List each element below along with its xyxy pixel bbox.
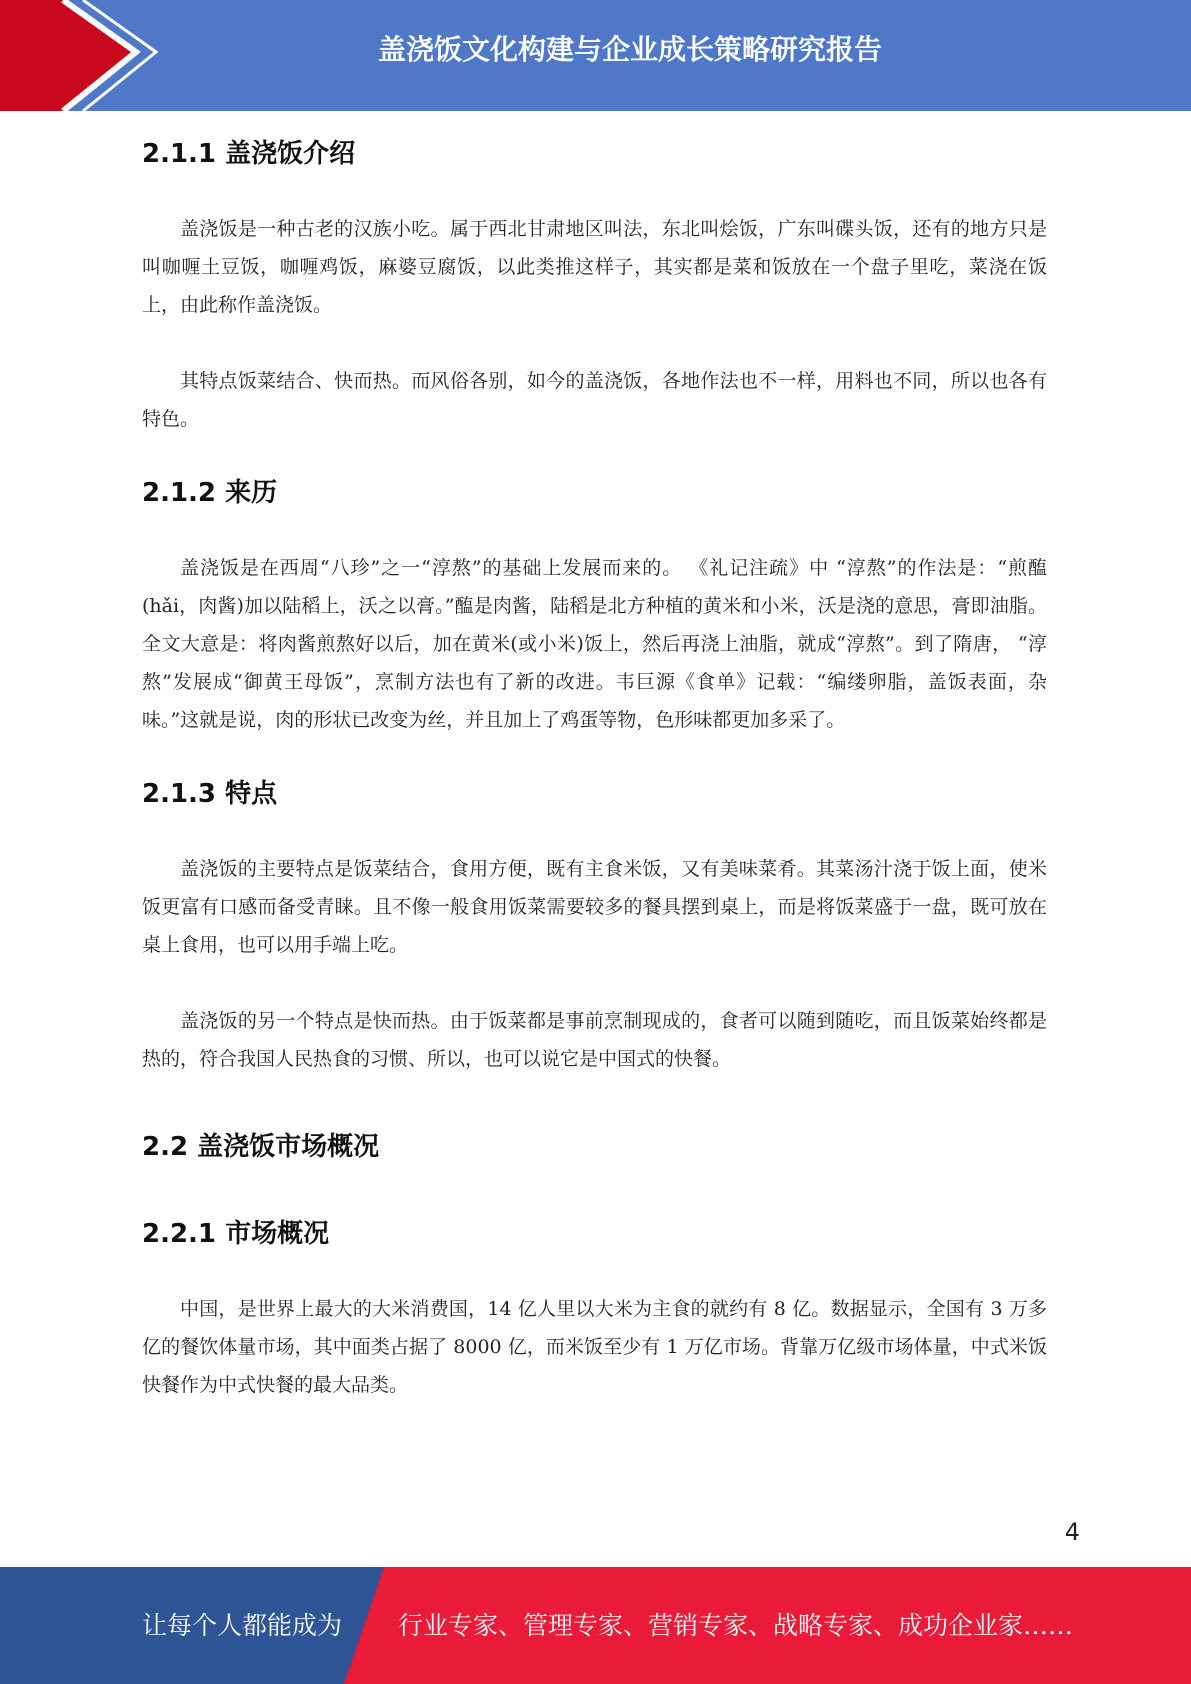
paragraph: 盖浇饭的另一个特点是快而热。由于饭菜都是事前烹制现成的，食者可以随到随吃，而且饭菜始终都是热的，符合我国人民热食的习惯、所以，也可以说它是中国式的快餐。 — [142, 1010, 1047, 1070]
footer-slogan-right: 行业专家、管理专家、营销专家、战略专家、成功企业家…… — [398, 1611, 1074, 1640]
page-header — [0, 0, 1191, 111]
paragraph: 盖浇饭是在西周“八珍”之一“淳熬”的基础上发展而来的。 《礼记注疏》中 “淳熬”的作法是：“煎醢(hǎi，肉酱)加以陆稻上，沃之以膏。”醢是肉酱，陆稻是北方种植的黄米和小米，沃是浇的意思，膏即油脂。全文大意是：将肉酱煎熬好以后，加在黄米(或小米)饭上，然后再浇上油脂，就成“淳熬”。到了隋唐， “淳熬”发展成“御黄王母饭”，烹制方法也有了新的改进。韦巨源《食单》记载：“编缕卵脂，盖饭表面，杂味。”这就是说，肉的形状已改变为丝，并且加上了鸡蛋等物，色形味都更加多采了。 — [142, 557, 1047, 731]
page-footer — [0, 1567, 1191, 1684]
section-heading-2-1-2: 2.1.2 来历 — [142, 478, 278, 508]
paragraph: 其特点饭菜结合、快而热。而风俗各别，如今的盖浇饭，各地作法也不一样，用料也不同，所以也各有特色。 — [142, 370, 1047, 430]
paragraph: 中国，是世界上最大的大米消费国，14 亿人里以大米为主食的就约有 8 亿。数据显示，全国有 3 万多亿的餐饮体量市场，其中面类占据了 8000 亿，而米饭至少有 1 万亿市场。背靠万亿级市场体量，中式米饭快餐作为中式快餐的最大品类。 — [142, 1298, 1047, 1396]
footer-slogan-left: 让每个人都能成为 — [142, 1611, 343, 1640]
paragraph: 盖浇饭的主要特点是饭菜结合，食用方便，既有主食米饭，又有美味菜肴。其菜汤汁浇于饭上面，使米饭更富有口感而备受青睐。且不像一般食用饭菜需要较多的餐具摆到桌上，而是将饭菜盛于一盘，既可放在桌上食用，也可以用手端上吃。 — [142, 858, 1047, 956]
section-heading-2-1-1: 2.1.1 盖浇饭介绍 — [142, 139, 356, 169]
section-heading-2-1-3: 2.1.3 特点 — [142, 779, 278, 809]
header-title: 盖浇饭文化构建与企业成长策略研究报告 — [377, 33, 882, 66]
page-number: 4 — [1064, 1518, 1080, 1546]
section-heading-2-2: 2.2 盖浇饭市场概况 — [142, 1132, 380, 1162]
document-body — [142, 111, 1047, 1404]
paragraph: 盖浇饭是一种古老的汉族小吃。属于西北甘肃地区叫法，东北叫烩饭，广东叫碟头饭，还有的地方只是叫咖喱土豆饭，咖喱鸡饭，麻婆豆腐饭，以此类推这样子，其实都是菜和饭放在一个盘子里吃，菜浇在饭上，由此称作盖浇饭。 — [142, 218, 1047, 316]
section-heading-2-2-1: 2.2.1 市场概况 — [142, 1219, 330, 1249]
